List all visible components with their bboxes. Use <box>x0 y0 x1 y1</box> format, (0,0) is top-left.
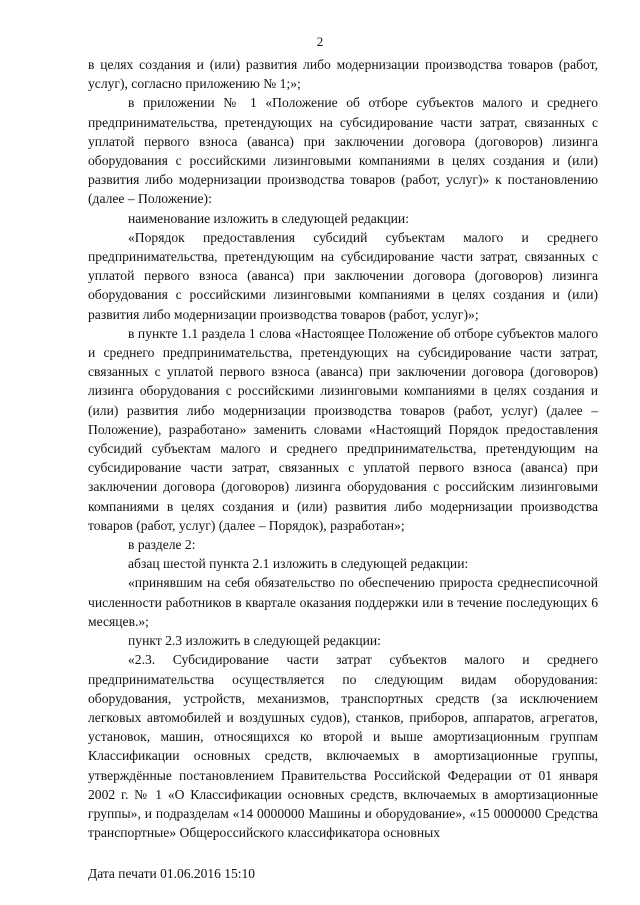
paragraph-obligation: «принявшим на себя обязательство по обеспечению прироста среднесписочной численности работников в квартале оказания поддержки или в течение последующих 6 месяцев.»; <box>88 575 598 629</box>
paragraph-continuation: в целях создания и (или) развития либо модернизации производства товаров (работ, услуг), согласно приложению № 1;»; <box>88 57 598 92</box>
paragraph-new-title: «Порядок предоставления субсидий субъектам малого и среднего предпринимательства, претендующим на субсидирование части затрат, связанных с уплатой первого взноса (аванса) при заключении договора (договоров) лизинга оборудования с российскими лизинговыми компаниями в целях создания и (или) развития либо модернизации производства товаров (работ, услуг)»; <box>88 229 598 322</box>
paragraph-item-2-3-text: «2.3. Субсидирование части затрат субъектов малого и среднего предпринимательства осуществляется по следующим видам оборудования: оборудования, устройств, механизмов, транспортных средств (за исключением легковых автомобилей и воздушных судов), станков, приборов, аппаратов, агрегатов, установок, машин, относящихся ко второй и выше амортизационным группам Классификации основных средств, включаемых в амортизационные группы, утверждённые постановлением Правительства Российской Федерации от 01 января 2002 г. № 1 «О Классификации основных средств, включаемых в амортизационные группы», и подразделам «14 0000000 Машины и оборудование», «15 0000000 Средства транспортные» Общероссийского классификатора основных <box>88 652 598 841</box>
paragraph-item-2-1: абзац шестой пункта 2.1 изложить в следующей редакции: <box>128 556 469 572</box>
paragraph-item-1-1: в пункте 1.1 раздела 1 слова «Настоящее Положение об отборе субъектов малого и среднего предпринимательства, претендующих на субсидирование части затрат, связанных с уплатой первого взноса (аванса) при заключении договора (договоров) лизинга оборудования с российскими лизинговыми компаниями в целях создания и (или) развития либо модернизации производства товаров (работ, услуг) (далее – Положение), разработано» заменить словами «Настоящий Порядок предоставления субсидий субъектам малого и среднего предпринимательства, претендующим на субсидирование части затрат, связанных с уплатой первого взноса (аванса) при заключении договора (договоров) лизинга оборудования с российским лизинговыми компаниями в целях создания и (или) развития либо модернизации производства товаров (работ, услуг) (далее – Порядок), разработан»; <box>88 325 598 533</box>
print-date-footer: Дата печати 01.06.2016 15:10 <box>88 866 255 881</box>
paragraph-item-2-3: пункт 2.3 изложить в следующей редакции: <box>128 633 381 649</box>
document-body <box>88 55 598 842</box>
paragraph-section-2: в разделе 2: <box>128 537 196 553</box>
paragraph-appendix-1: в приложении № 1 «Положение об отборе субъектов малого и среднего предпринимательства, претендующих на субсидирование части затрат, связанных с уплатой первого взноса (аванса) при заключении договора (договоров) лизинга оборудования с российскими лизинговыми компаниями в целях создания и (или) развития либо модернизации производства товаров (работ, услуг)» к постановлению (далее – Положение): <box>88 95 598 207</box>
page-number: 2 <box>316 34 324 49</box>
paragraph-title-change: наименование изложить в следующей редакции: <box>128 210 409 226</box>
